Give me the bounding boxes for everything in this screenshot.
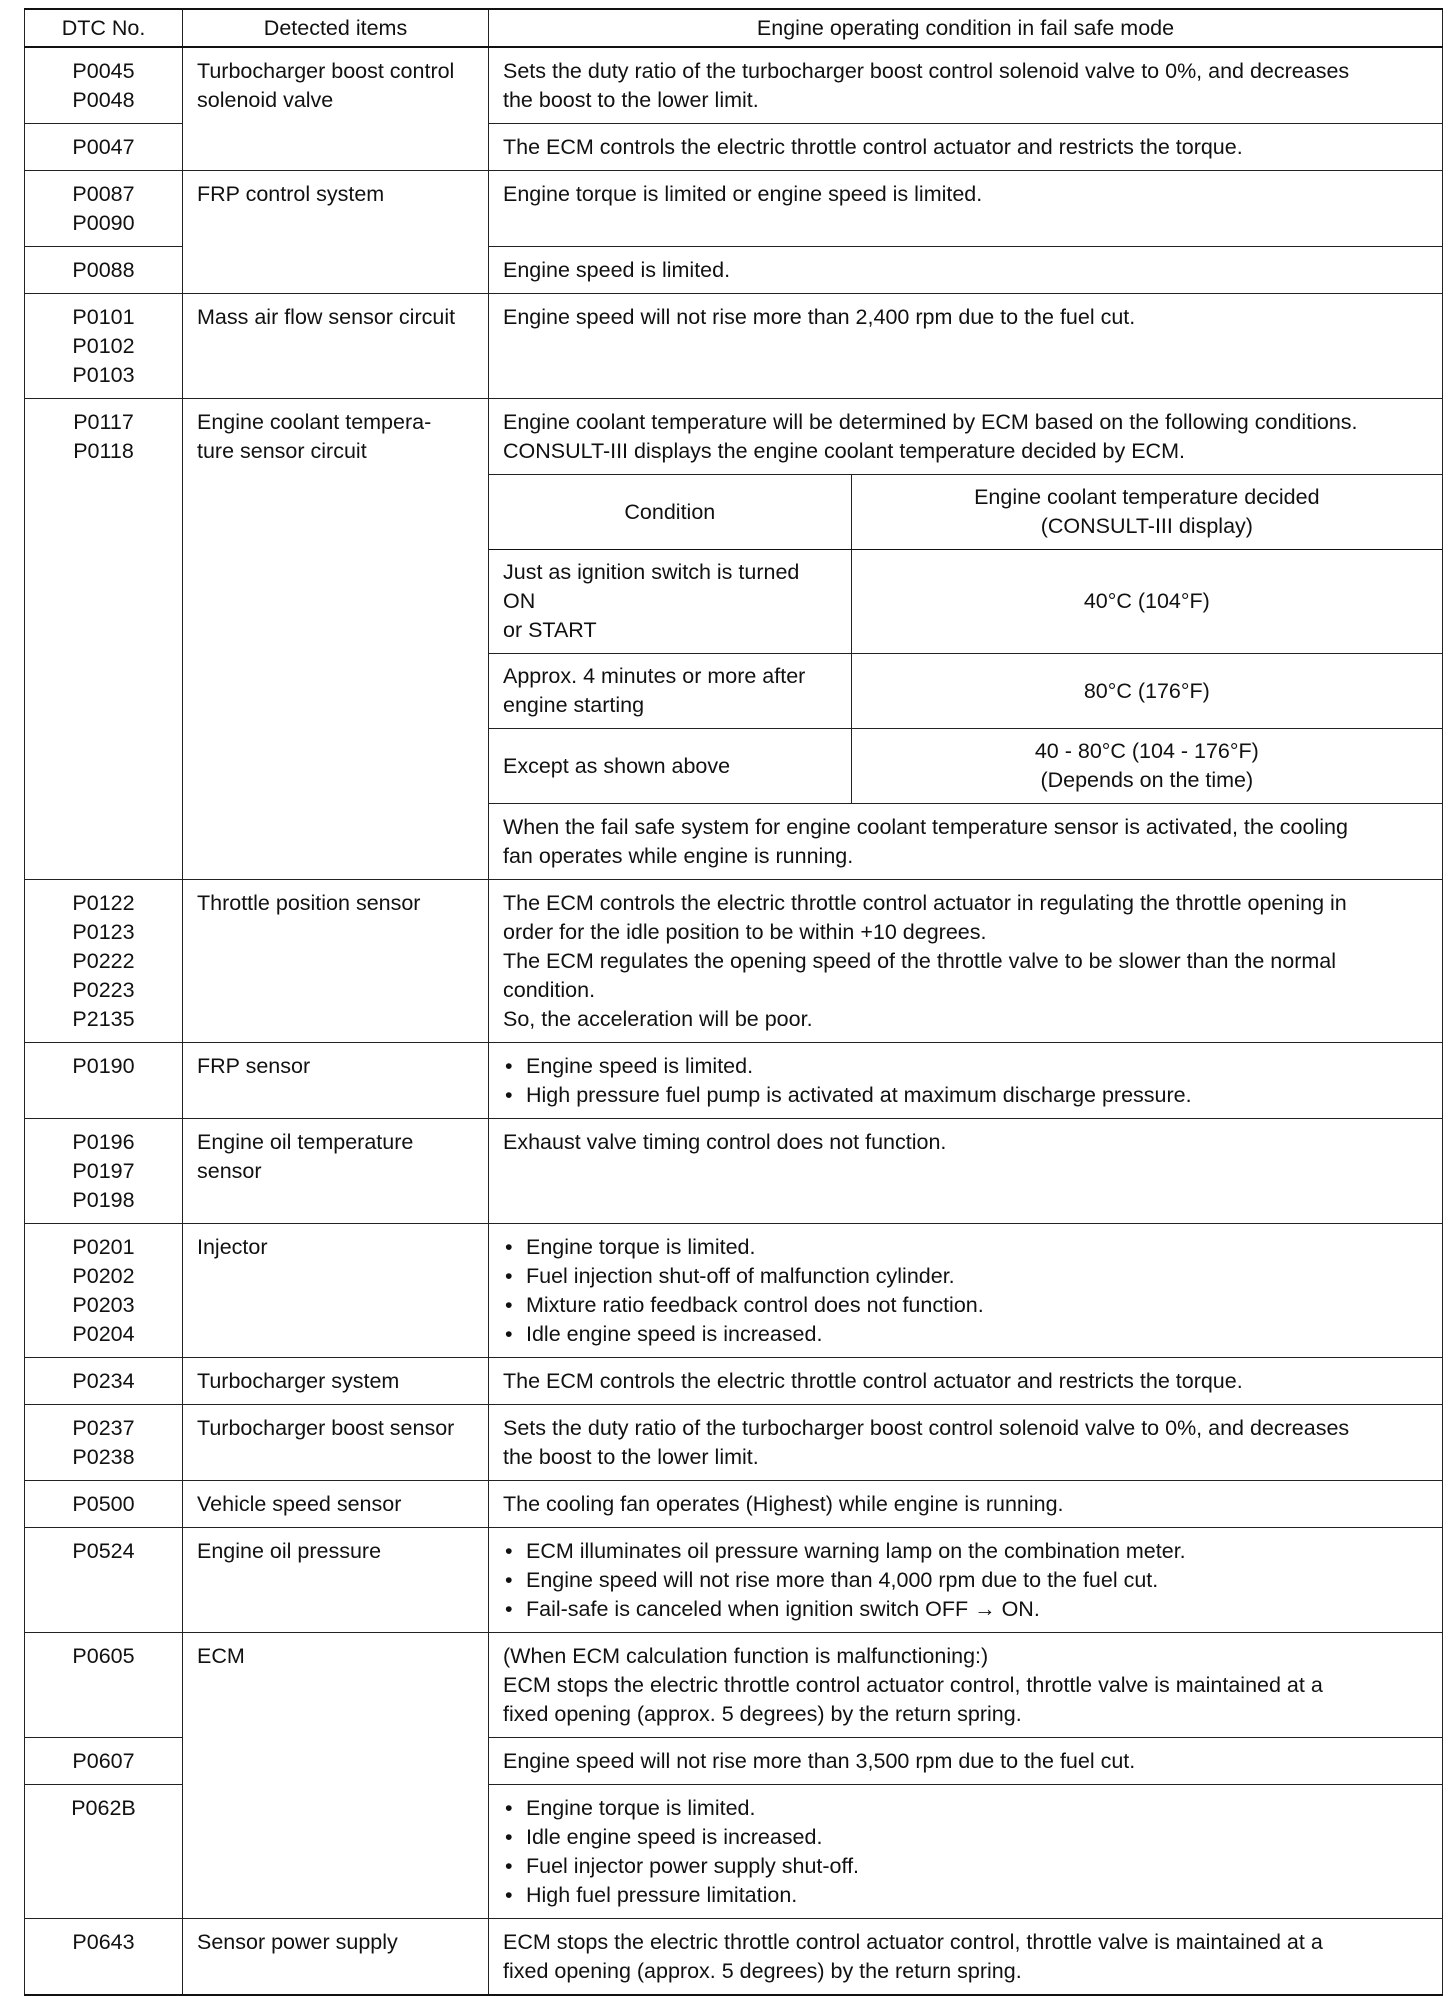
bullet-item: • Engine torque is limited.	[503, 1794, 1428, 1823]
subtable-header-decided	[851, 475, 1442, 550]
header-detected-items: Detected items	[183, 9, 489, 47]
subtable-value	[851, 550, 1442, 654]
condition-cell	[489, 399, 1443, 880]
dtc-code: P0045	[72, 59, 135, 83]
fail-safe-table	[24, 8, 1443, 1996]
condition-text: Sets the duty ratio of the turbocharger boost control solenoid valve to 0%, and decreases	[503, 1416, 1350, 1440]
detected-item: Mass air flow sensor circuit	[197, 305, 456, 329]
subtable-header-row	[489, 475, 1442, 550]
condition-text: the boost to the lower limit.	[503, 88, 759, 112]
table-row	[25, 880, 1443, 1043]
bullet-item: • Fuel injection shut-off of malfunction cylinder.	[503, 1262, 1428, 1291]
dtc-cell	[25, 124, 183, 171]
bullet-list	[503, 1233, 1428, 1349]
bullet-list	[503, 1794, 1428, 1910]
condition-text: ECM stops the electric throttle control actuator control, throttle valve is maintained at a	[503, 1673, 1323, 1697]
condition-cell	[489, 880, 1443, 1043]
dtc-cell	[25, 1405, 183, 1481]
dtc-cell	[25, 1738, 183, 1785]
bullet-item: • Engine torque is limited.	[503, 1233, 1428, 1262]
dtc-code: P062B	[71, 1796, 136, 1820]
subtable-value	[851, 654, 1442, 729]
detected-item: Engine oil pressure	[197, 1539, 382, 1563]
subtable-text: 40 - 80°C (104 - 176°F)	[1034, 739, 1259, 763]
table-row	[25, 294, 1443, 399]
detected-item-cell	[183, 1224, 489, 1358]
bullet-item: • Fail-safe is canceled when ignition switch OFF → ON.	[503, 1595, 1428, 1624]
dtc-code: P0123	[72, 920, 135, 944]
condition-text: The ECM controls the electric throttle control actuator and restricts the torque.	[503, 135, 1243, 159]
detected-item: Injector	[197, 1235, 268, 1259]
condition-cell	[489, 1785, 1443, 1919]
detected-item-cell	[183, 1358, 489, 1405]
dtc-code: P0048	[72, 88, 135, 112]
subtable-text: Just as ignition switch is turned ON	[503, 560, 800, 613]
condition-text: Sets the duty ratio of the turbocharger boost control solenoid valve to 0%, and decreases	[503, 59, 1350, 83]
condition-text: Exhaust valve timing control does not function.	[503, 1130, 947, 1154]
table-row	[25, 1224, 1443, 1358]
bullet-list	[503, 1537, 1428, 1624]
condition-text: The ECM controls the electric throttle control actuator in regulating the throttle opening in	[503, 891, 1347, 915]
condition-text: The cooling fan operates (Highest) while engine is running.	[503, 1492, 1064, 1516]
dtc-cell	[25, 247, 183, 294]
dtc-cell	[25, 171, 183, 247]
detected-item: Engine coolant tempera-	[197, 410, 432, 434]
dtc-code: P0202	[72, 1264, 135, 1288]
dtc-code: P0605	[72, 1644, 135, 1668]
subheader-text: Condition	[624, 499, 716, 524]
table-row	[25, 1633, 1443, 1738]
dtc-code: P0201	[72, 1235, 135, 1259]
dtc-code: P0090	[72, 211, 135, 235]
condition-text: fixed opening (approx. 5 degrees) by the return spring.	[503, 1702, 1022, 1726]
subtable-text: (Depends on the time)	[1040, 768, 1254, 792]
dtc-cell	[25, 1633, 183, 1738]
detected-item: solenoid valve	[197, 88, 334, 112]
subtable-text: or START	[503, 618, 597, 642]
subtable-text: Approx. 4 minutes or more after	[503, 664, 806, 688]
detected-item: Engine oil temperature	[197, 1130, 414, 1154]
bullet-item: • Idle engine speed is increased.	[503, 1320, 1428, 1349]
detected-item: Turbocharger boost control	[197, 59, 455, 83]
dtc-cell	[25, 294, 183, 399]
dtc-cell	[25, 1119, 183, 1224]
dtc-cell	[25, 1481, 183, 1528]
bullet-item: • Fuel injector power supply shut-off.	[503, 1852, 1428, 1881]
dtc-code: P0500	[72, 1492, 135, 1516]
dtc-code: P0204	[72, 1322, 135, 1346]
condition-cell	[489, 1919, 1443, 1996]
dtc-code: P0234	[72, 1369, 135, 1393]
detected-item: ECM	[197, 1644, 245, 1668]
condition-cell	[489, 1224, 1443, 1358]
detected-item: Turbocharger boost sensor	[197, 1416, 455, 1440]
condition-text: Engine torque is limited or engine speed is limited.	[503, 182, 983, 206]
condition-cell	[489, 294, 1443, 399]
detected-item: Throttle position sensor	[197, 891, 421, 915]
subtable-row	[489, 550, 1442, 654]
dtc-cell	[25, 399, 183, 880]
table-row	[25, 1528, 1443, 1633]
subtable-text: 40°C (104°F)	[1083, 589, 1210, 613]
detected-item-cell	[183, 880, 489, 1043]
dtc-code: P0643	[72, 1930, 135, 1954]
condition-cell	[489, 171, 1443, 247]
table-row	[25, 1405, 1443, 1481]
dtc-code: P0197	[72, 1159, 135, 1183]
detected-item: Turbocharger system	[197, 1369, 400, 1393]
dtc-code: P0238	[72, 1445, 135, 1469]
fail-safe-document	[24, 8, 1442, 1996]
dtc-code: P0203	[72, 1293, 135, 1317]
condition-cell	[489, 1119, 1443, 1224]
bullet-item: • ECM illuminates oil pressure warning lamp on the combination meter.	[503, 1537, 1428, 1566]
subtable-row	[489, 654, 1442, 729]
condition-text: fixed opening (approx. 5 degrees) by the return spring.	[503, 1959, 1022, 1983]
subtable-condition	[489, 550, 851, 654]
condition-text: CONSULT-III displays the engine coolant temperature decided by ECM.	[503, 439, 1185, 463]
table-row	[25, 47, 1443, 124]
dtc-code: P0047	[72, 135, 135, 159]
condition-text: When the fail safe system for engine coolant temperature sensor is activated, the cooling	[503, 815, 1348, 839]
detected-item: ture sensor circuit	[197, 439, 367, 463]
detected-item-cell	[183, 1633, 489, 1919]
dtc-cell	[25, 1358, 183, 1405]
condition-text: Engine coolant temperature will be determined by ECM based on the following conditions.	[503, 410, 1358, 434]
condition-text: order for the idle position to be within +10 degrees.	[503, 920, 987, 944]
bullet-item: • Engine speed will not rise more than 4,000 rpm due to the fuel cut.	[503, 1566, 1428, 1595]
condition-text: Engine speed will not rise more than 2,400 rpm due to the fuel cut.	[503, 305, 1136, 329]
detected-item: Sensor power supply	[197, 1930, 398, 1954]
condition-cell	[489, 1528, 1443, 1633]
condition-text: the boost to the lower limit.	[503, 1445, 759, 1469]
dtc-code: P0101	[72, 305, 135, 329]
subtable-text: 80°C (176°F)	[1083, 678, 1210, 703]
table-row	[25, 1481, 1443, 1528]
condition-cell	[489, 124, 1443, 171]
detected-item-cell	[183, 294, 489, 399]
dtc-code: P0607	[72, 1749, 135, 1773]
table-row	[25, 399, 1443, 880]
bullet-item: • High fuel pressure limitation.	[503, 1881, 1428, 1910]
condition-cell	[489, 1358, 1443, 1405]
detected-item-cell	[183, 1405, 489, 1481]
subtable-condition	[489, 654, 851, 729]
condition-cell	[489, 47, 1443, 124]
condition-text: Engine speed is limited.	[503, 258, 731, 282]
dtc-code: P0102	[72, 334, 135, 358]
subtable-text: Except as shown above	[503, 753, 731, 778]
condition-text: The ECM regulates the opening speed of the throttle valve to be slower than the normal	[503, 949, 1337, 973]
condition-cell	[489, 1405, 1443, 1481]
detected-item: FRP control system	[197, 182, 385, 206]
dtc-code: P0122	[72, 891, 135, 915]
header-engine-condition: Engine operating condition in fail safe mode	[489, 9, 1443, 47]
condition-text: fan operates while engine is running.	[503, 844, 854, 868]
dtc-code: P0117	[73, 410, 134, 434]
dtc-code: P0237	[72, 1416, 135, 1440]
dtc-code: P0103	[72, 363, 135, 387]
subtable-condition	[489, 729, 851, 804]
bullet-item: • Engine speed is limited.	[503, 1052, 1428, 1081]
condition-note	[489, 804, 1442, 879]
detected-item: sensor	[197, 1159, 262, 1183]
condition-text: (When ECM calculation function is malfunctioning:)	[503, 1644, 989, 1668]
condition-text: ECM stops the electric throttle control actuator control, throttle valve is maintained at a	[503, 1930, 1323, 1954]
subtable-value	[851, 729, 1442, 804]
dtc-code: P0222	[72, 949, 135, 973]
dtc-code: P0196	[72, 1130, 135, 1154]
subtable-row	[489, 729, 1442, 804]
dtc-cell	[25, 47, 183, 124]
detected-item: FRP sensor	[197, 1054, 311, 1078]
table-header-row	[25, 9, 1443, 47]
dtc-cell	[25, 1919, 183, 1996]
dtc-code: P0223	[72, 978, 135, 1002]
condition-text: Engine speed will not rise more than 3,500 rpm due to the fuel cut.	[503, 1749, 1136, 1773]
condition-cell	[489, 1043, 1443, 1119]
detected-item-cell	[183, 47, 489, 171]
dtc-code: P0190	[72, 1054, 135, 1078]
detected-item-cell	[183, 171, 489, 294]
subheader-text: Engine coolant temperature decided	[974, 485, 1320, 509]
table-row	[25, 1119, 1443, 1224]
condition-cell	[489, 1481, 1443, 1528]
dtc-cell	[25, 1528, 183, 1633]
dtc-cell	[25, 1043, 183, 1119]
condition-cell	[489, 1738, 1443, 1785]
bullet-item: • High pressure fuel pump is activated at maximum discharge pressure.	[503, 1081, 1428, 1110]
dtc-cell	[25, 1785, 183, 1919]
condition-cell	[489, 247, 1443, 294]
condition-text: condition.	[503, 978, 596, 1002]
condition-intro	[489, 399, 1442, 474]
bullet-list	[503, 1052, 1428, 1110]
coolant-temperature-subtable	[489, 474, 1442, 804]
bullet-item: • Idle engine speed is increased.	[503, 1823, 1428, 1852]
dtc-cell	[25, 1224, 183, 1358]
table-row	[25, 1919, 1443, 1996]
condition-cell	[489, 1633, 1443, 1738]
header-dtc-no: DTC No.	[25, 9, 183, 47]
dtc-code: P0198	[72, 1188, 135, 1212]
dtc-code: P0118	[73, 439, 134, 463]
detected-item-cell	[183, 1528, 489, 1633]
subheader-text: (CONSULT-III display)	[1040, 514, 1253, 538]
dtc-code: P0524	[72, 1539, 135, 1563]
condition-text: So, the acceleration will be poor.	[503, 1007, 813, 1031]
table-row	[25, 1358, 1443, 1405]
dtc-code: P2135	[72, 1007, 135, 1031]
dtc-code: P0087	[72, 182, 135, 206]
table-row	[25, 171, 1443, 247]
subtable-text: engine starting	[503, 693, 645, 717]
detected-item-cell	[183, 399, 489, 880]
dtc-cell	[25, 880, 183, 1043]
detected-item-cell	[183, 1919, 489, 1996]
detected-item: Vehicle speed sensor	[197, 1492, 402, 1516]
detected-item-cell	[183, 1043, 489, 1119]
table-row	[25, 1043, 1443, 1119]
detected-item-cell	[183, 1481, 489, 1528]
detected-item-cell	[183, 1119, 489, 1224]
bullet-item: • Mixture ratio feedback control does not function.	[503, 1291, 1428, 1320]
dtc-code: P0088	[72, 258, 135, 282]
condition-text: The ECM controls the electric throttle control actuator and restricts the torque.	[503, 1369, 1243, 1393]
subtable-header-condition	[489, 475, 851, 550]
